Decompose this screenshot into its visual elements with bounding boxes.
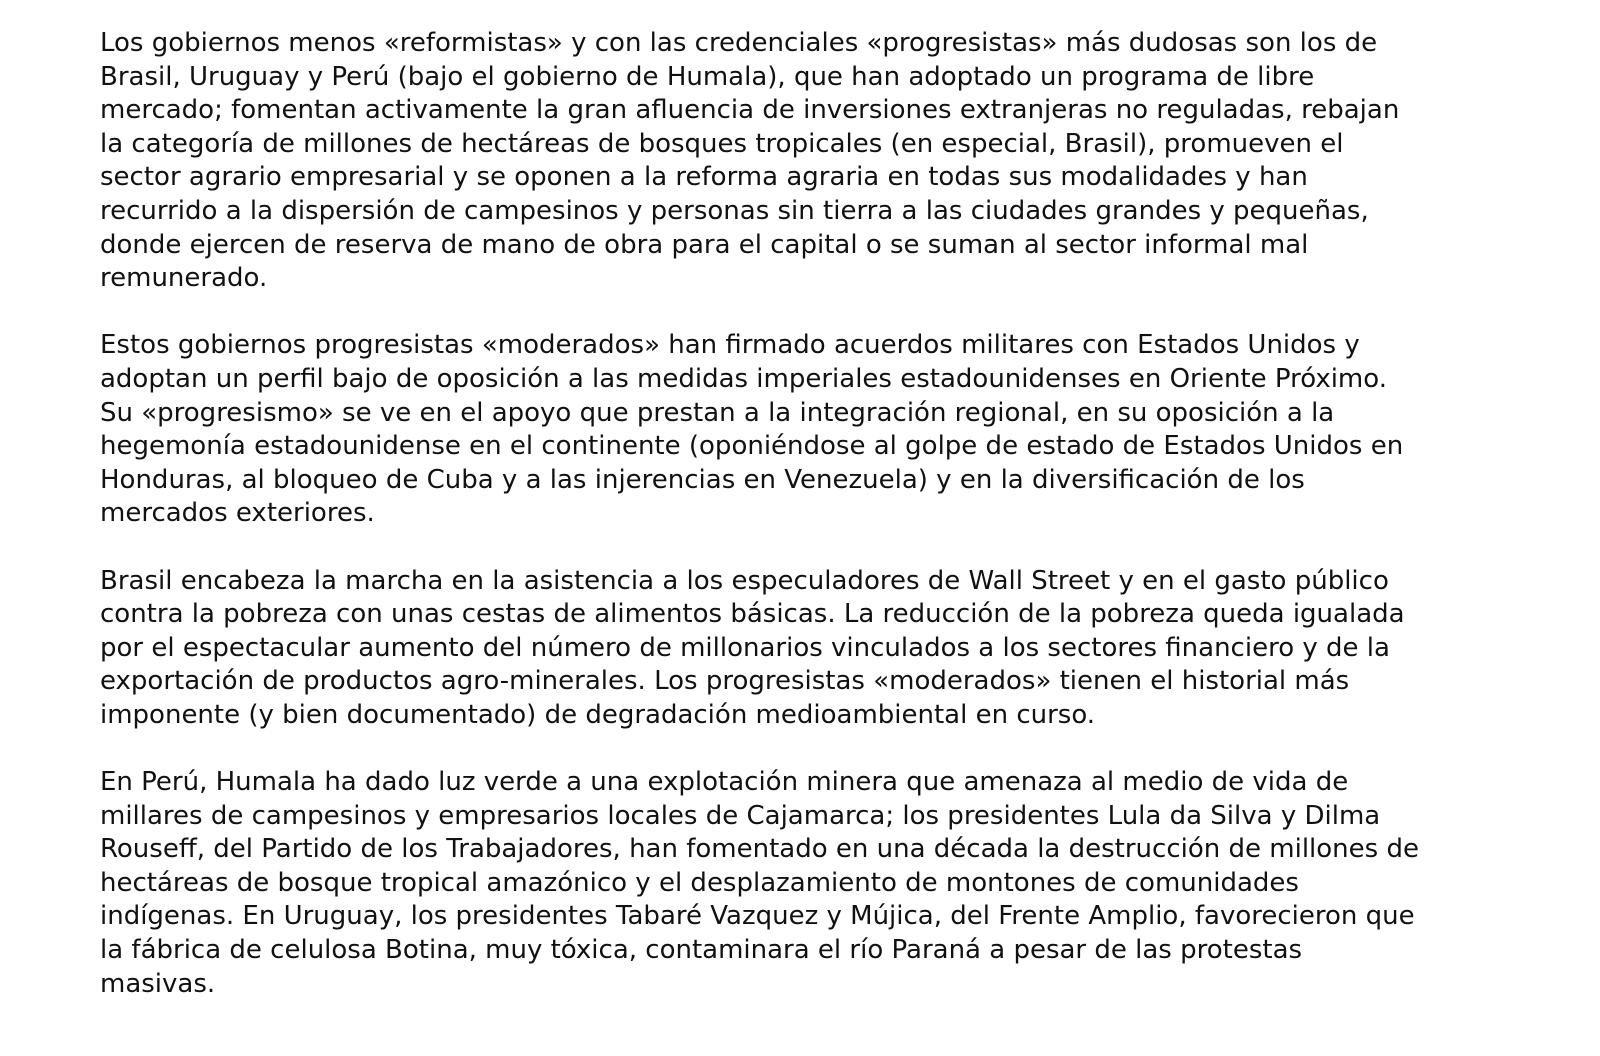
- paragraph-moderados: Estos gobiernos progresistas «moderados» han firmado acuerdos militares con Estados Unidos y adoptan un perfil bajo de oposición a las medidas imperiales estadounidenses en Oriente Próximo. Su «progresismo» se ve en el apoyo que prestan a la integración regional, en su oposición a la hegemonía estadounidense en el continente (oponiéndose al golpe de estado de Estados Unidos en Honduras, al bloqueo de Cuba y a las injerencias en Venezuela) y en la diversificación de los mercados exteriores.: [100, 330, 1404, 529]
- paragraph-brasil: Brasil encabeza la marcha en la asistencia a los especuladores de Wall Street y en el gasto público contra la pobreza con unas cestas de alimentos básicas. La reducción de la pobreza queda igualada por el espectacular aumento del número de millonarios vinculados a los sectores financiero y de la exportación de productos agro-minerales. Los progresistas «moderados» tienen el historial más imponente (y bien documentado) de degradación medioambiental en curso.: [100, 565, 1405, 730]
- paragraph-peru-uruguay: En Perú, Humala ha dado luz verde a una explotación minera que amenaza al medio de vida de millares de campesinos y empresarios locales de Cajamarca; los presidentes Lula da Silva y Dilma Rouseff, del Partido de los Trabajadores, han fomentado en una década la destrucción de millones de hectáreas de bosque tropical amazónico y el desplazamiento de montones de comunidades indígenas. En Uruguay, los presidentes Tabaré Vazquez y Mújica, del Frente Amplio, favorecieron que la fábrica de celulosa Botina, muy tóxica, contaminara el río Paraná a pesar de las protestas masivas.: [100, 767, 1419, 999]
- document-body: [100, 27, 1500, 1001]
- paragraph-reformistas: Los gobiernos menos «reformistas» y con las credenciales «progresistas» más dudosas son los de Brasil, Uruguay y Perú (bajo el gobierno de Humala), que han adoptado un programa de libre mercado; fomentan activamente la gran afluencia de inversiones extranjeras no reguladas, rebajan la categoría de millones de hectáreas de bosques tropicales (en especial, Brasil), promueven el sector agrario empresarial y se oponen a la reforma agraria en todas sus modalidades y han recurrido a la dispersión de campesinos y personas sin tierra a las ciudades grandes y pequeñas, donde ejercen de reserva de mano de obra para el capital o se suman al sector informal mal remunerado.: [100, 28, 1400, 294]
